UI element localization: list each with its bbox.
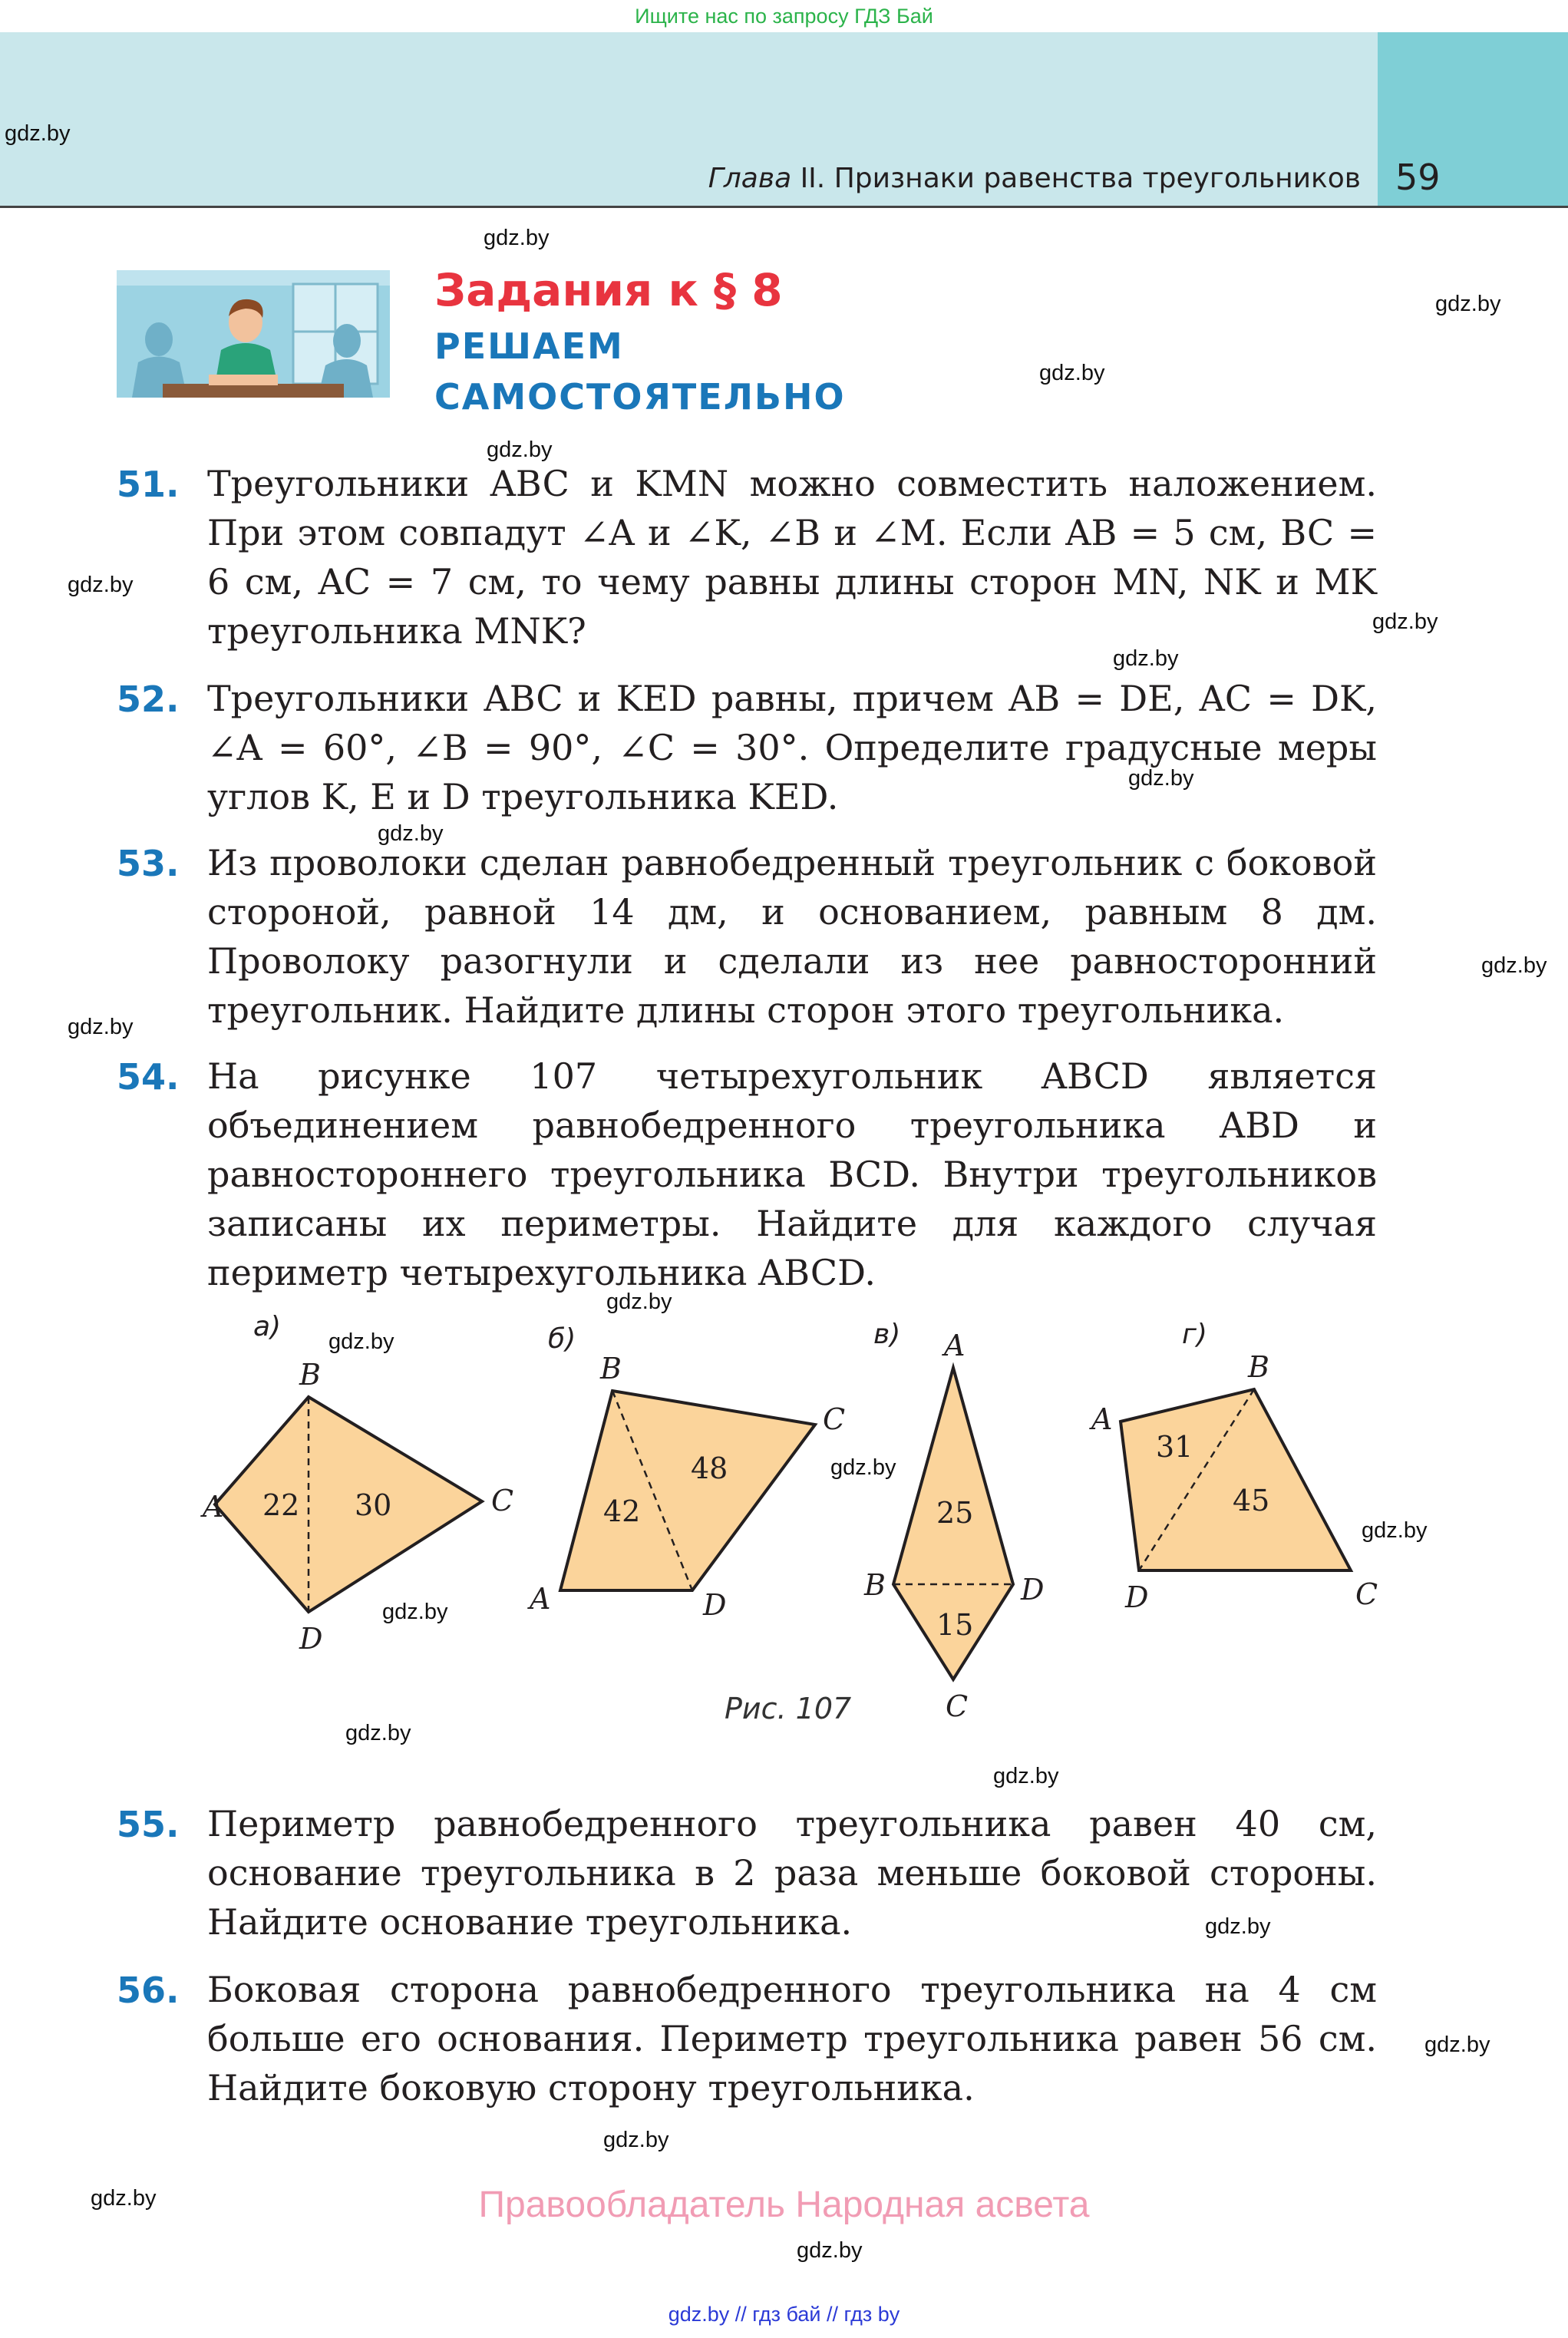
vertex-b: B bbox=[299, 1358, 321, 1392]
vertex-b: B bbox=[600, 1352, 622, 1385]
perimeter-value: 22 bbox=[262, 1488, 300, 1522]
watermark: gdz.by bbox=[797, 2238, 863, 2263]
classroom-illustration bbox=[117, 270, 390, 398]
watermark: gdz.by bbox=[1372, 609, 1438, 634]
perimeter-value: 31 bbox=[1156, 1430, 1193, 1464]
page-number: 59 bbox=[1395, 157, 1441, 198]
vertex-c: C bbox=[946, 1689, 969, 1723]
quadrilateral-g bbox=[1121, 1389, 1351, 1570]
watermark: gdz.by bbox=[606, 1290, 672, 1314]
problem-number: 56. bbox=[117, 1970, 180, 2011]
vertex-d: D bbox=[1021, 1573, 1045, 1607]
vertex-a: A bbox=[944, 1329, 966, 1362]
footer-links: gdz.by // гдз бай // гдз by bbox=[668, 2303, 900, 2326]
perimeter-value: 42 bbox=[603, 1494, 641, 1528]
watermark: gdz.by bbox=[68, 1015, 134, 1039]
problem-text: Боковая сторона равнобедренного треугольника на 4 см больше его основания. Периметр треугольника равен 56 см. Найдите боковую сторону треугольника. bbox=[207, 1969, 1377, 2108]
watermark: gdz.by bbox=[382, 1600, 448, 1624]
watermark: gdz.by bbox=[1205, 1914, 1271, 1939]
vertex-b: B bbox=[864, 1568, 886, 1602]
perimeter-value: 15 bbox=[936, 1608, 974, 1642]
panel-label: б) bbox=[548, 1323, 576, 1355]
perimeter-value: 25 bbox=[936, 1496, 974, 1530]
vertex-a: A bbox=[1091, 1402, 1113, 1436]
vertex-a: A bbox=[203, 1490, 224, 1524]
watermark: gdz.by bbox=[5, 121, 71, 146]
watermark: gdz.by bbox=[1481, 953, 1547, 978]
header-divider bbox=[0, 206, 1568, 208]
problem-number: 53. bbox=[117, 843, 180, 884]
chapter-heading bbox=[708, 163, 1361, 194]
watermark: gdz.by bbox=[91, 2186, 157, 2211]
problem-text: На рисунке 107 четырехугольник ABCD является объединением равнобедренного треугольника ABD и равностороннего треугольника BCD. Внутри треугольников записаны их периметры. Найдите для каждого случая периметр четырехугольника ABCD. bbox=[207, 1055, 1377, 1293]
problem-text: Периметр равнобедренного треугольника равен 40 см, основание треугольника в 2 раза меньше боковой стороны. Найдите основание треугольника. bbox=[207, 1803, 1377, 1943]
vertex-c: C bbox=[491, 1484, 514, 1517]
vertex-d: D bbox=[1125, 1580, 1149, 1614]
watermark: gdz.by bbox=[68, 573, 134, 597]
top-search-note: Ищите нас по запросу ГДЗ Бай bbox=[635, 5, 933, 28]
watermark: gdz.by bbox=[830, 1455, 896, 1480]
panel-label: а) bbox=[253, 1311, 282, 1342]
perimeter-value: 30 bbox=[355, 1488, 392, 1522]
watermark: gdz.by bbox=[603, 2128, 669, 2152]
vertex-c: C bbox=[1355, 1577, 1378, 1611]
quadrilateral-a bbox=[215, 1397, 482, 1612]
watermark: gdz.by bbox=[328, 1329, 394, 1354]
section-title: Задания к § 8 bbox=[434, 264, 783, 316]
watermark: gdz.by bbox=[1039, 361, 1105, 385]
watermark: gdz.by bbox=[378, 821, 444, 846]
section-subtitle: САМОСТОЯТЕЛЬНО bbox=[434, 376, 846, 418]
vertex-d: D bbox=[299, 1622, 323, 1656]
vertex-c: C bbox=[823, 1402, 846, 1436]
problem-text: Треугольники ABC и KMN можно совместить наложением. При этом совпадут ∠A и ∠K, ∠B и ∠M. Если AB = 5 см, BC = 6 см, AC = 7 см, то чему равны длины сторон MN, NK и MK треугольника MNK? bbox=[207, 463, 1377, 652]
panel-label: в) bbox=[873, 1319, 901, 1350]
perimeter-value: 48 bbox=[691, 1451, 728, 1485]
chapter-label: Глава bbox=[708, 163, 792, 194]
problem-text: Треугольники ABC и KED равны, причем AB = DE, AC = DK, ∠A = 60°, ∠B = 90°, ∠C = 30°. Определите градусные меры углов K, E и D треугольника KED. bbox=[207, 678, 1377, 817]
problem-number: 52. bbox=[117, 679, 180, 720]
watermark: gdz.by bbox=[1424, 2033, 1490, 2057]
watermark: gdz.by bbox=[345, 1721, 411, 1745]
watermark: gdz.by bbox=[993, 1764, 1059, 1788]
problem-number: 54. bbox=[117, 1056, 180, 1098]
problem-text: Из проволоки сделан равнобедренный треугольник с боковой стороной, равной 14 дм, и основанием, равным 8 дм. Проволоку разогнули и сделали из нее равносторонний треугольник. Найдите длины сторон этого треугольника. bbox=[207, 842, 1377, 1031]
panel-label: г) bbox=[1182, 1319, 1207, 1350]
chapter-title: II. Признаки равенства треугольников bbox=[791, 163, 1361, 194]
perimeter-value: 45 bbox=[1233, 1484, 1270, 1517]
watermark: gdz.by bbox=[1435, 292, 1501, 316]
section-subtitle: РЕШАЕМ bbox=[434, 325, 624, 367]
watermark: gdz.by bbox=[487, 438, 553, 462]
problem-number: 51. bbox=[117, 464, 180, 505]
watermark: gdz.by bbox=[1113, 646, 1179, 671]
vertex-a: A bbox=[530, 1582, 551, 1616]
quadrilateral-b bbox=[560, 1391, 815, 1590]
watermark: gdz.by bbox=[1128, 766, 1194, 791]
watermark: gdz.by bbox=[1362, 1518, 1428, 1543]
problem-number: 55. bbox=[117, 1804, 180, 1845]
copyright-notice: Правообладатель Народная асвета bbox=[478, 2184, 1090, 2225]
watermark: gdz.by bbox=[484, 226, 550, 250]
vertex-d: D bbox=[703, 1588, 727, 1622]
vertex-b: B bbox=[1248, 1350, 1269, 1384]
figure-caption: Рис. 107 bbox=[725, 1692, 852, 1725]
